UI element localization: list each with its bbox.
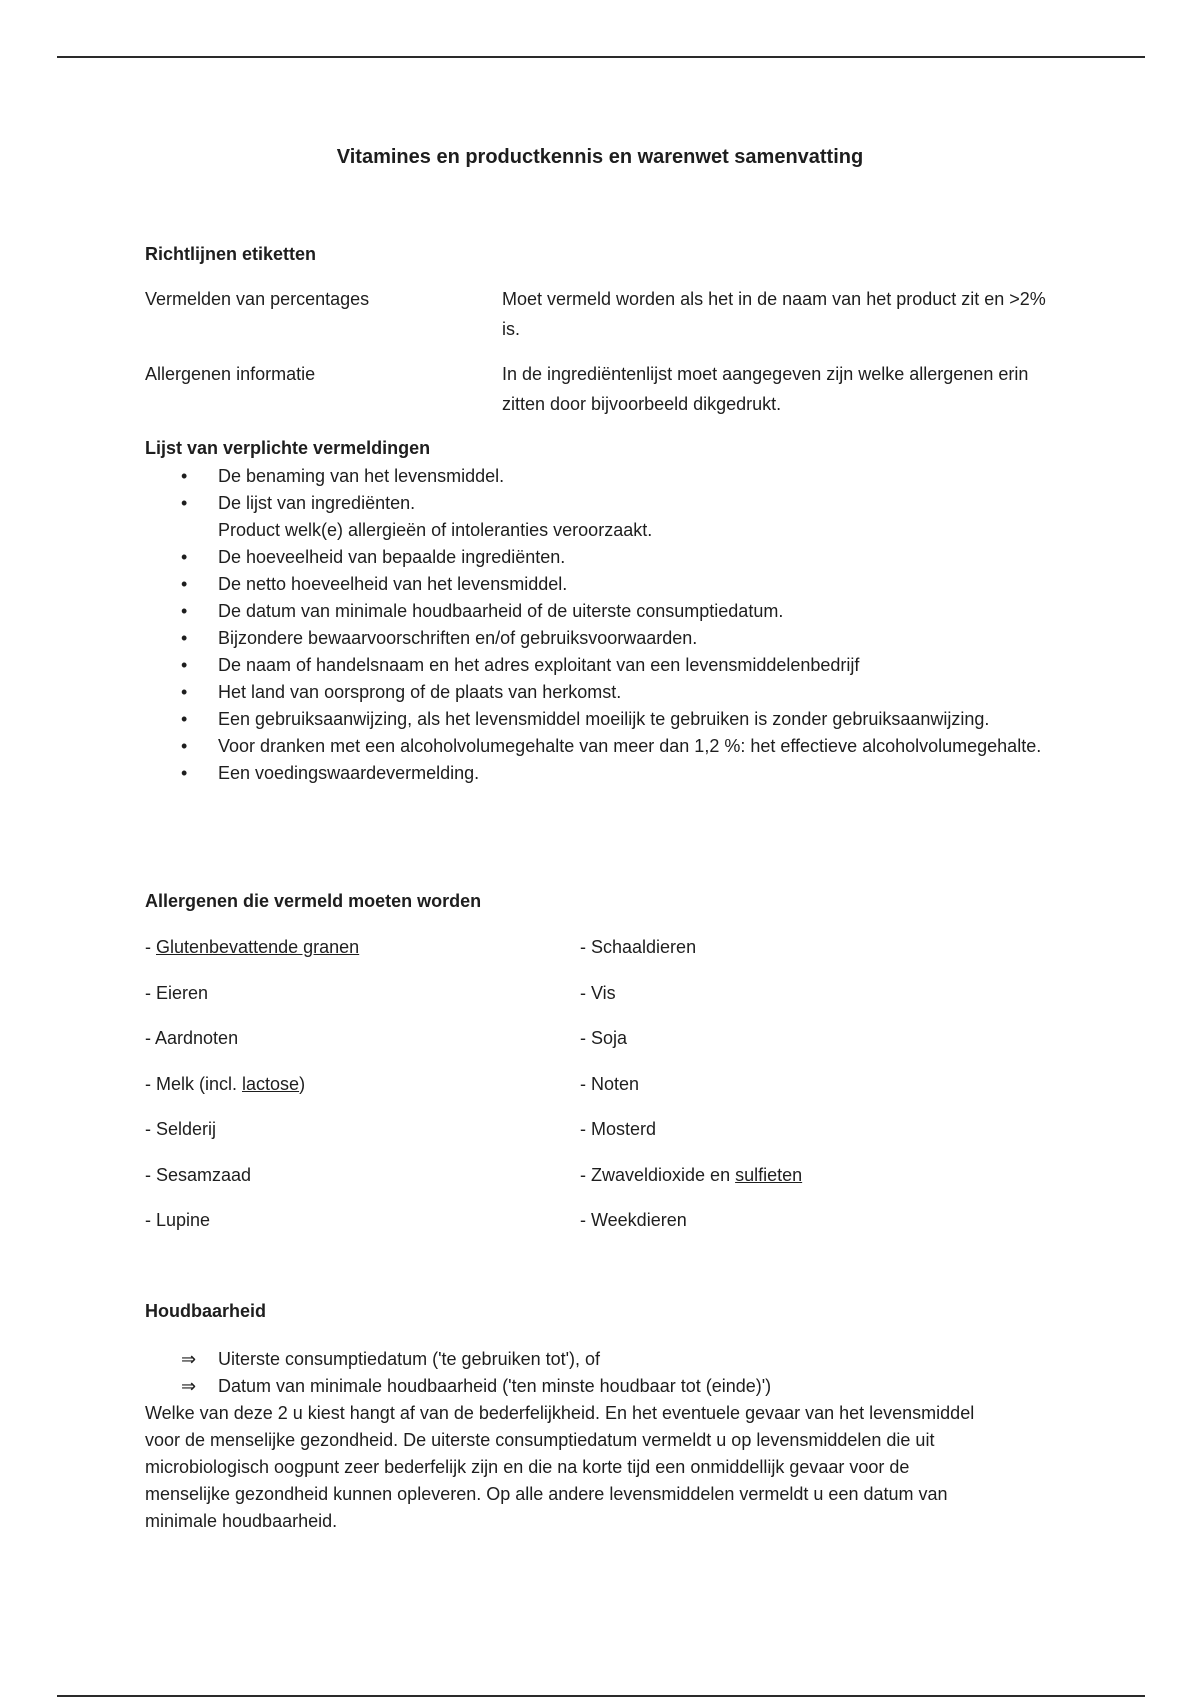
bullet-icon: •: [181, 655, 188, 675]
list-item: [145, 1373, 1055, 1400]
bullet-icon: •: [181, 574, 188, 594]
allergen-item: - Vis: [580, 983, 616, 1003]
document-title: Vitamines en productkennis en warenwet samenvatting: [336, 146, 864, 168]
heading-allergenen: Allergenen die vermeld moeten worden: [145, 891, 482, 911]
bullet-icon: •: [181, 628, 188, 648]
etiket-row-value: In de ingrediëntenlijst moet aangegeven zijn welke allergenen erin zitten door bijvoorbeeld dikgedrukt.: [502, 364, 1029, 414]
heading-richtlijnen-etiketten: Richtlijnen etiketten: [145, 244, 317, 264]
bullet-icon: •: [181, 763, 188, 783]
etiket-row-label: Allergenen informatie: [145, 364, 316, 384]
list-item-text: Een gebruiksaanwijzing, als het levensmiddel moeilijk te gebruiken is zonder gebruiksaanwijzing.: [218, 709, 990, 729]
list-item: [145, 544, 1055, 571]
bullet-icon: •: [181, 493, 188, 513]
footer-rule: [57, 1695, 1145, 1697]
list-item-text: De benaming van het levensmiddel.: [218, 466, 505, 486]
list-item: [145, 706, 1055, 733]
list-item-text: Datum van minimale houdbaarheid ('ten minste houdbaar tot (einde)'): [218, 1376, 772, 1396]
verplichte-vermeldingen-list: [145, 463, 1055, 787]
bullet-icon: •: [181, 709, 188, 729]
arrow-right-icon: ⇒: [181, 1376, 197, 1396]
allergen-item: - Lupine: [145, 1210, 211, 1230]
list-item: [145, 490, 1055, 544]
allergen-item: - Aardnoten: [145, 1028, 239, 1048]
list-item-text: De naam of handelsnaam en het adres exploitant van een levensmiddelenbedrijf: [218, 655, 860, 675]
etiket-row-allergenen: [145, 359, 1055, 419]
heading-houdbaarheid: Houdbaarheid: [145, 1301, 267, 1321]
list-item: [145, 625, 1055, 652]
allergen-item: - Soja: [580, 1028, 628, 1048]
allergen-item: - Sesamzaad: [145, 1165, 252, 1185]
list-item: [145, 463, 1055, 490]
bullet-icon: •: [181, 736, 188, 756]
list-item: [145, 1346, 1055, 1373]
list-item-text: De hoeveelheid van bepaalde ingrediënten.: [218, 547, 566, 567]
allergen-item: - Glutenbevattende granen: [145, 937, 360, 957]
bullet-icon: •: [181, 466, 188, 486]
list-item-text: De lijst van ingrediënten.: [218, 493, 416, 513]
houdbaarheid-paragraph: Welke van deze 2 u kiest hangt af van de bederfelijkheid. En het eventuele gevaar van het levensmiddel voor de menselijke gezondheid. De uiterste consumptiedatum vermeldt u op levensmiddelen die uit microbiologisch oogpunt zeer bederfelijk zijn en die na korte tijd een onmiddellijk gevaar voor de menselijke gezondheid kunnen opleveren. Op alle andere levensmiddelen vermeldt u een datum van minimale houdbaarheid.: [145, 1403, 975, 1531]
list-item-text: De netto hoeveelheid van het levensmiddel.: [218, 574, 568, 594]
allergen-item: - Melk (incl. lactose): [145, 1074, 306, 1094]
bullet-icon: •: [181, 547, 188, 567]
list-item-text: Een voedingswaardevermelding.: [218, 763, 480, 783]
list-item: [145, 733, 1055, 760]
bullet-icon: •: [181, 682, 188, 702]
list-item-text: De datum van minimale houdbaarheid of de uiterste consumptiedatum.: [218, 601, 784, 621]
allergen-item: - Weekdieren: [580, 1210, 687, 1230]
list-item-text: Uiterste consumptiedatum ('te gebruiken tot'), of: [218, 1349, 601, 1369]
list-item-text: Het land van oorsprong of de plaats van herkomst.: [218, 682, 622, 702]
list-item: [145, 760, 1055, 787]
list-item: [145, 652, 1055, 679]
allergen-item: - Noten: [580, 1074, 640, 1094]
list-item-continuation: Product welk(e) allergieën of intoleranties veroorzaakt.: [218, 520, 653, 540]
header-rule: [57, 56, 1145, 58]
houdbaarheid-list: [145, 1346, 1055, 1400]
list-item: [145, 571, 1055, 598]
allergen-item: - Schaaldieren: [580, 937, 697, 957]
list-item: [145, 598, 1055, 625]
allergen-item: - Zwaveldioxide en sulfieten: [580, 1165, 803, 1185]
list-item: [145, 679, 1055, 706]
etiket-row-percentages: [145, 284, 1055, 344]
allergen-item: - Mosterd: [580, 1119, 657, 1139]
list-item-text: Voor dranken met een alcoholvolumegehalte van meer dan 1,2 %: het effectieve alcoholvolumegehalte.: [218, 736, 1042, 756]
bullet-icon: •: [181, 601, 188, 621]
etiket-row-label: Vermelden van percentages: [145, 289, 370, 309]
allergen-item: - Selderij: [145, 1119, 217, 1139]
allergen-item: - Eieren: [145, 983, 209, 1003]
list-item-text: Bijzondere bewaarvoorschriften en/of gebruiksvoorwaarden.: [218, 628, 698, 648]
arrow-right-icon: ⇒: [181, 1349, 197, 1369]
heading-verplichte-vermeldingen: Lijst van verplichte vermeldingen: [145, 438, 431, 458]
etiket-row-value: Moet vermeld worden als het in de naam van het product zit en >2% is.: [502, 289, 1046, 339]
